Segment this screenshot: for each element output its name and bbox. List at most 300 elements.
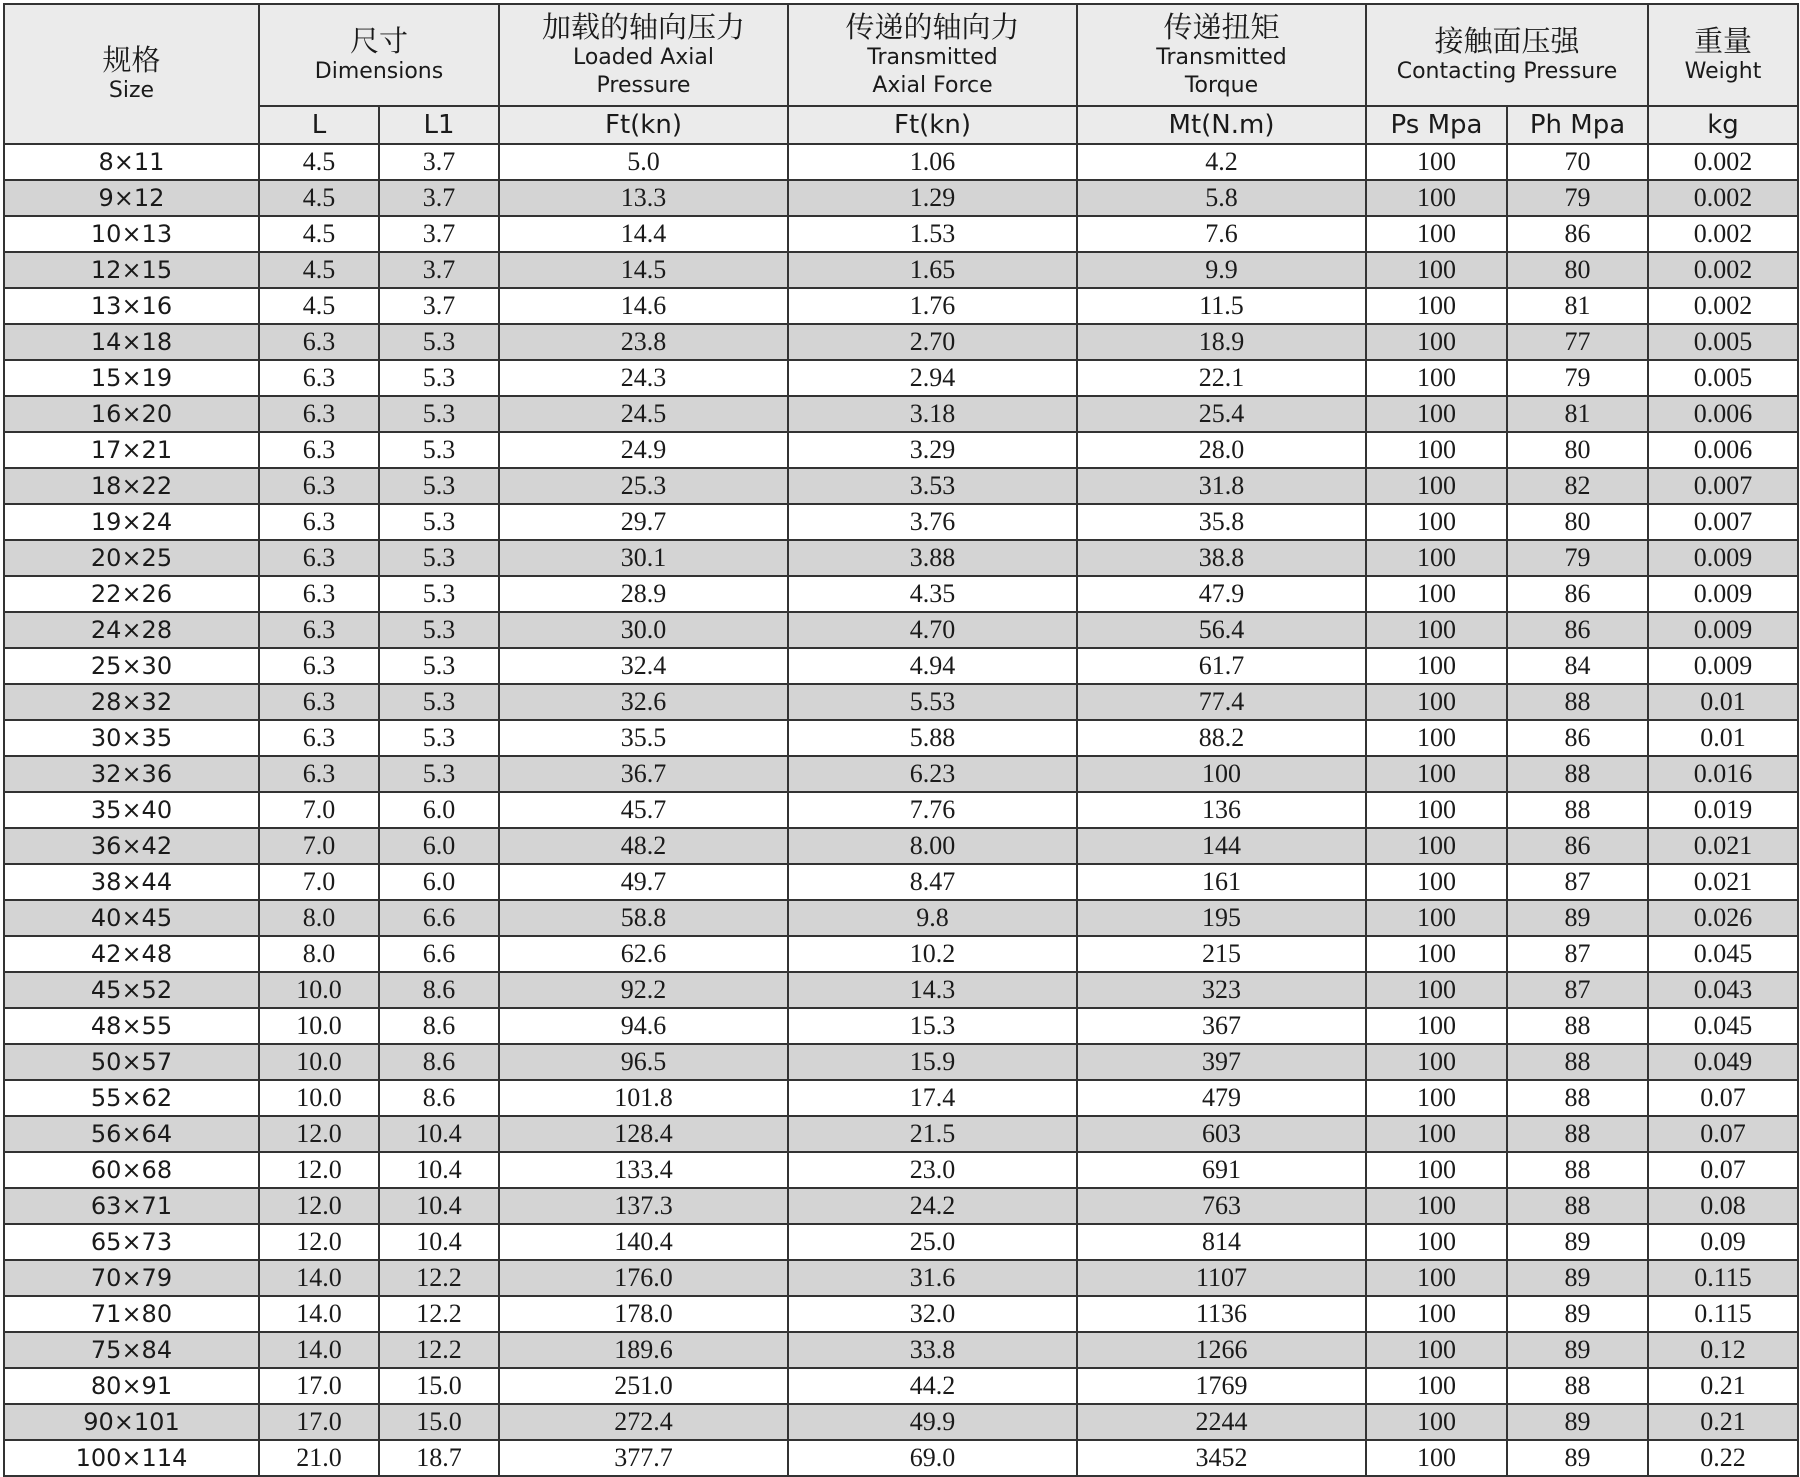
cell-ps-mpa: 100: [1366, 1008, 1507, 1044]
cell-transmitted-torque: 215: [1077, 936, 1366, 972]
cell-transmitted-axial-force: 5.88: [788, 720, 1077, 756]
cell-l: 4.5: [259, 144, 379, 180]
cell-transmitted-torque: 1107: [1077, 1260, 1366, 1296]
cell-ph-mpa: 79: [1507, 540, 1648, 576]
cell-l1: 12.2: [379, 1260, 499, 1296]
cell-l1: 5.3: [379, 324, 499, 360]
cell-loaded-axial-pressure: 189.6: [499, 1332, 788, 1368]
cell-ph-mpa: 88: [1507, 1116, 1648, 1152]
cell-transmitted-axial-force: 4.35: [788, 576, 1077, 612]
cell-transmitted-axial-force: 3.88: [788, 540, 1077, 576]
table-header: [4, 4, 1798, 144]
cell-loaded-axial-pressure: 14.6: [499, 288, 788, 324]
cell-ps-mpa: 100: [1366, 432, 1507, 468]
cell-ps-mpa: 100: [1366, 180, 1507, 216]
cell-loaded-axial-pressure: 140.4: [499, 1224, 788, 1260]
cell-l: 10.0: [259, 1044, 379, 1080]
table-row: [4, 144, 1798, 180]
cell-transmitted-torque: 100: [1077, 756, 1366, 792]
cell-transmitted-torque: 28.0: [1077, 432, 1366, 468]
cell-transmitted-torque: 763: [1077, 1188, 1366, 1224]
table-row: [4, 180, 1798, 216]
cell-ps-mpa: 100: [1366, 1260, 1507, 1296]
cell-l: 17.0: [259, 1404, 379, 1440]
cell-l1: 5.3: [379, 432, 499, 468]
cell-size: 32×36: [4, 756, 259, 792]
cell-size: 38×44: [4, 864, 259, 900]
cell-transmitted-torque: 4.2: [1077, 144, 1366, 180]
cell-ph-mpa: 86: [1507, 216, 1648, 252]
cell-ph-mpa: 89: [1507, 1404, 1648, 1440]
cell-weight: 0.021: [1648, 828, 1798, 864]
cell-size: 10×13: [4, 216, 259, 252]
cell-transmitted-torque: 9.9: [1077, 252, 1366, 288]
cell-ph-mpa: 86: [1507, 576, 1648, 612]
table-row: [4, 1152, 1798, 1188]
cell-transmitted-axial-force: 6.23: [788, 756, 1077, 792]
cell-l1: 10.4: [379, 1116, 499, 1152]
cell-l1: 10.4: [379, 1188, 499, 1224]
table-row: [4, 468, 1798, 504]
cell-l1: 3.7: [379, 216, 499, 252]
cell-ph-mpa: 89: [1507, 1332, 1648, 1368]
cell-transmitted-torque: 136: [1077, 792, 1366, 828]
cell-weight: 0.07: [1648, 1080, 1798, 1116]
table-row: [4, 288, 1798, 324]
cell-transmitted-torque: 47.9: [1077, 576, 1366, 612]
cell-transmitted-axial-force: 2.70: [788, 324, 1077, 360]
cell-ps-mpa: 100: [1366, 756, 1507, 792]
cell-weight: 0.115: [1648, 1296, 1798, 1332]
table-row: [4, 1368, 1798, 1404]
cell-l1: 6.6: [379, 900, 499, 936]
cell-ph-mpa: 86: [1507, 720, 1648, 756]
cell-loaded-axial-pressure: 377.7: [499, 1440, 788, 1476]
cell-l1: 3.7: [379, 144, 499, 180]
cell-size: 50×57: [4, 1044, 259, 1080]
spec-table: [3, 3, 1799, 1477]
cell-transmitted-torque: 367: [1077, 1008, 1366, 1044]
cell-weight: 0.026: [1648, 900, 1798, 936]
cell-ph-mpa: 89: [1507, 1260, 1648, 1296]
cell-weight: 0.002: [1648, 144, 1798, 180]
table-row: [4, 360, 1798, 396]
cell-loaded-axial-pressure: 30.0: [499, 612, 788, 648]
cell-l1: 8.6: [379, 1008, 499, 1044]
cell-weight: 0.005: [1648, 324, 1798, 360]
subheader-ps-mpa: Ps Mpa: [1366, 106, 1507, 144]
cell-loaded-axial-pressure: 25.3: [499, 468, 788, 504]
cell-transmitted-torque: 814: [1077, 1224, 1366, 1260]
cell-weight: 0.09: [1648, 1224, 1798, 1260]
cell-transmitted-axial-force: 25.0: [788, 1224, 1077, 1260]
cell-size: 90×101: [4, 1404, 259, 1440]
cell-ps-mpa: 100: [1366, 1188, 1507, 1224]
cell-transmitted-torque: 35.8: [1077, 504, 1366, 540]
cell-l: 6.3: [259, 468, 379, 504]
table-row: [4, 432, 1798, 468]
cell-l1: 6.0: [379, 864, 499, 900]
cell-transmitted-axial-force: 3.18: [788, 396, 1077, 432]
cell-l1: 15.0: [379, 1404, 499, 1440]
cell-weight: 0.021: [1648, 864, 1798, 900]
cell-transmitted-axial-force: 24.2: [788, 1188, 1077, 1224]
cell-transmitted-axial-force: 7.76: [788, 792, 1077, 828]
cell-ps-mpa: 100: [1366, 360, 1507, 396]
cell-l: 6.3: [259, 576, 379, 612]
cell-l1: 8.6: [379, 1080, 499, 1116]
cell-weight: 0.043: [1648, 972, 1798, 1008]
cell-loaded-axial-pressure: 24.3: [499, 360, 788, 396]
cell-transmitted-axial-force: 23.0: [788, 1152, 1077, 1188]
table-row: [4, 396, 1798, 432]
cell-l: 21.0: [259, 1440, 379, 1476]
cell-transmitted-torque: 25.4: [1077, 396, 1366, 432]
cell-l1: 5.3: [379, 612, 499, 648]
cell-transmitted-axial-force: 5.53: [788, 684, 1077, 720]
cell-transmitted-axial-force: 15.3: [788, 1008, 1077, 1044]
cell-transmitted-axial-force: 1.29: [788, 180, 1077, 216]
cell-transmitted-torque: 7.6: [1077, 216, 1366, 252]
cell-l1: 18.7: [379, 1440, 499, 1476]
table-row: [4, 684, 1798, 720]
cell-ps-mpa: 100: [1366, 936, 1507, 972]
cell-l1: 5.3: [379, 576, 499, 612]
cell-size: 22×26: [4, 576, 259, 612]
cell-ph-mpa: 80: [1507, 252, 1648, 288]
cell-ph-mpa: 82: [1507, 468, 1648, 504]
cell-size: 15×19: [4, 360, 259, 396]
cell-ph-mpa: 86: [1507, 612, 1648, 648]
cell-loaded-axial-pressure: 13.3: [499, 180, 788, 216]
cell-ps-mpa: 100: [1366, 1296, 1507, 1332]
cell-ps-mpa: 100: [1366, 396, 1507, 432]
cell-ph-mpa: 89: [1507, 1440, 1648, 1476]
cell-l: 6.3: [259, 504, 379, 540]
cell-l: 6.3: [259, 396, 379, 432]
cell-size: 14×18: [4, 324, 259, 360]
cell-ph-mpa: 79: [1507, 180, 1648, 216]
cell-ph-mpa: 88: [1507, 1044, 1648, 1080]
cell-ph-mpa: 84: [1507, 648, 1648, 684]
cell-weight: 0.006: [1648, 432, 1798, 468]
cell-transmitted-torque: 88.2: [1077, 720, 1366, 756]
subheader-l: L: [259, 106, 379, 144]
cell-size: 30×35: [4, 720, 259, 756]
subheader-torque-unit: Mt(N.m): [1077, 106, 1366, 144]
cell-transmitted-torque: 1266: [1077, 1332, 1366, 1368]
table-row: [4, 324, 1798, 360]
cell-transmitted-torque: 144: [1077, 828, 1366, 864]
cell-l1: 5.3: [379, 684, 499, 720]
table-row: [4, 1260, 1798, 1296]
cell-ps-mpa: 100: [1366, 612, 1507, 648]
cell-l1: 3.7: [379, 288, 499, 324]
cell-l: 14.0: [259, 1332, 379, 1368]
cell-weight: 0.019: [1648, 792, 1798, 828]
cell-loaded-axial-pressure: 133.4: [499, 1152, 788, 1188]
cell-weight: 0.002: [1648, 180, 1798, 216]
cell-l1: 5.3: [379, 396, 499, 432]
header-transmitted-torque: 传递扭矩 Transmitted Torque: [1077, 4, 1366, 106]
cell-size: 60×68: [4, 1152, 259, 1188]
cell-l: 7.0: [259, 792, 379, 828]
cell-loaded-axial-pressure: 24.9: [499, 432, 788, 468]
header-weight: 重量 Weight: [1648, 4, 1798, 106]
cell-transmitted-torque: 3452: [1077, 1440, 1366, 1476]
cell-transmitted-axial-force: 69.0: [788, 1440, 1077, 1476]
cell-loaded-axial-pressure: 62.6: [499, 936, 788, 972]
cell-size: 17×21: [4, 432, 259, 468]
table-body: [4, 144, 1798, 1476]
subheader-l1: L1: [379, 106, 499, 144]
cell-transmitted-axial-force: 31.6: [788, 1260, 1077, 1296]
cell-l1: 5.3: [379, 468, 499, 504]
cell-ps-mpa: 100: [1366, 972, 1507, 1008]
cell-ph-mpa: 86: [1507, 828, 1648, 864]
cell-loaded-axial-pressure: 23.8: [499, 324, 788, 360]
cell-transmitted-torque: 161: [1077, 864, 1366, 900]
cell-l: 6.3: [259, 648, 379, 684]
cell-weight: 0.005: [1648, 360, 1798, 396]
cell-ps-mpa: 100: [1366, 324, 1507, 360]
cell-ph-mpa: 88: [1507, 1008, 1648, 1044]
cell-weight: 0.01: [1648, 720, 1798, 756]
cell-weight: 0.049: [1648, 1044, 1798, 1080]
cell-weight: 0.21: [1648, 1404, 1798, 1440]
cell-transmitted-torque: 1136: [1077, 1296, 1366, 1332]
cell-size: 70×79: [4, 1260, 259, 1296]
cell-ps-mpa: 100: [1366, 1332, 1507, 1368]
cell-transmitted-axial-force: 33.8: [788, 1332, 1077, 1368]
cell-loaded-axial-pressure: 32.4: [499, 648, 788, 684]
cell-transmitted-axial-force: 21.5: [788, 1116, 1077, 1152]
table-row: [4, 1296, 1798, 1332]
cell-l: 14.0: [259, 1296, 379, 1332]
cell-size: 36×42: [4, 828, 259, 864]
cell-ps-mpa: 100: [1366, 540, 1507, 576]
cell-ps-mpa: 100: [1366, 1080, 1507, 1116]
cell-size: 24×28: [4, 612, 259, 648]
cell-l1: 5.3: [379, 504, 499, 540]
cell-weight: 0.045: [1648, 1008, 1798, 1044]
cell-ps-mpa: 100: [1366, 576, 1507, 612]
spec-table-container: [3, 3, 1797, 1472]
cell-ph-mpa: 88: [1507, 1080, 1648, 1116]
cell-weight: 0.009: [1648, 612, 1798, 648]
table-row: [4, 576, 1798, 612]
cell-weight: 0.08: [1648, 1188, 1798, 1224]
header-contacting-pressure: 接触面压强 Contacting Pressure: [1366, 4, 1648, 106]
cell-ps-mpa: 100: [1366, 1224, 1507, 1260]
cell-size: 8×11: [4, 144, 259, 180]
cell-loaded-axial-pressure: 178.0: [499, 1296, 788, 1332]
cell-loaded-axial-pressure: 32.6: [499, 684, 788, 720]
cell-size: 100×114: [4, 1440, 259, 1476]
cell-l: 7.0: [259, 828, 379, 864]
cell-l: 6.3: [259, 540, 379, 576]
cell-ps-mpa: 100: [1366, 288, 1507, 324]
table-row: [4, 1080, 1798, 1116]
cell-transmitted-torque: 603: [1077, 1116, 1366, 1152]
cell-l: 14.0: [259, 1260, 379, 1296]
cell-l: 4.5: [259, 288, 379, 324]
cell-transmitted-axial-force: 2.94: [788, 360, 1077, 396]
table-row: [4, 828, 1798, 864]
cell-ph-mpa: 81: [1507, 396, 1648, 432]
cell-weight: 0.007: [1648, 468, 1798, 504]
table-row: [4, 504, 1798, 540]
cell-transmitted-torque: 479: [1077, 1080, 1366, 1116]
cell-ps-mpa: 100: [1366, 144, 1507, 180]
cell-transmitted-torque: 397: [1077, 1044, 1366, 1080]
cell-transmitted-torque: 38.8: [1077, 540, 1366, 576]
table-row: [4, 1332, 1798, 1368]
cell-l1: 10.4: [379, 1224, 499, 1260]
cell-weight: 0.007: [1648, 504, 1798, 540]
cell-ph-mpa: 80: [1507, 504, 1648, 540]
cell-l1: 6.6: [379, 936, 499, 972]
cell-size: 35×40: [4, 792, 259, 828]
cell-ph-mpa: 88: [1507, 1188, 1648, 1224]
cell-l: 10.0: [259, 1008, 379, 1044]
cell-weight: 0.07: [1648, 1116, 1798, 1152]
table-row: [4, 648, 1798, 684]
cell-size: 19×24: [4, 504, 259, 540]
cell-l: 12.0: [259, 1224, 379, 1260]
cell-size: 16×20: [4, 396, 259, 432]
cell-l: 6.3: [259, 432, 379, 468]
subheader-weight-unit: kg: [1648, 106, 1798, 144]
subheader-loaded-axial-unit: Ft(kn): [499, 106, 788, 144]
cell-weight: 0.07: [1648, 1152, 1798, 1188]
cell-transmitted-axial-force: 10.2: [788, 936, 1077, 972]
table-row: [4, 216, 1798, 252]
cell-l: 6.3: [259, 756, 379, 792]
cell-ph-mpa: 89: [1507, 1224, 1648, 1260]
table-row: [4, 1044, 1798, 1080]
cell-weight: 0.002: [1648, 252, 1798, 288]
table-row: [4, 900, 1798, 936]
cell-l: 4.5: [259, 216, 379, 252]
cell-l: 8.0: [259, 900, 379, 936]
cell-l: 12.0: [259, 1188, 379, 1224]
cell-transmitted-axial-force: 17.4: [788, 1080, 1077, 1116]
cell-loaded-axial-pressure: 128.4: [499, 1116, 788, 1152]
table-row: [4, 1224, 1798, 1260]
table-row: [4, 252, 1798, 288]
cell-l1: 10.4: [379, 1152, 499, 1188]
cell-loaded-axial-pressure: 14.4: [499, 216, 788, 252]
cell-size: 75×84: [4, 1332, 259, 1368]
cell-ph-mpa: 89: [1507, 900, 1648, 936]
cell-l: 8.0: [259, 936, 379, 972]
table-row: [4, 1188, 1798, 1224]
table-row: [4, 936, 1798, 972]
cell-transmitted-axial-force: 49.9: [788, 1404, 1077, 1440]
cell-transmitted-torque: 77.4: [1077, 684, 1366, 720]
cell-ps-mpa: 100: [1366, 828, 1507, 864]
cell-ps-mpa: 100: [1366, 252, 1507, 288]
cell-ph-mpa: 88: [1507, 1368, 1648, 1404]
header-dimensions: 尺寸 Dimensions: [259, 4, 499, 106]
cell-loaded-axial-pressure: 49.7: [499, 864, 788, 900]
table-row: [4, 864, 1798, 900]
table-row: [4, 756, 1798, 792]
cell-transmitted-axial-force: 8.00: [788, 828, 1077, 864]
cell-ps-mpa: 100: [1366, 1116, 1507, 1152]
cell-size: 71×80: [4, 1296, 259, 1332]
cell-size: 12×15: [4, 252, 259, 288]
cell-weight: 0.009: [1648, 540, 1798, 576]
cell-ps-mpa: 100: [1366, 684, 1507, 720]
cell-ps-mpa: 100: [1366, 1440, 1507, 1476]
cell-size: 40×45: [4, 900, 259, 936]
table-row: [4, 972, 1798, 1008]
cell-l1: 15.0: [379, 1368, 499, 1404]
cell-ps-mpa: 100: [1366, 864, 1507, 900]
cell-weight: 0.009: [1648, 648, 1798, 684]
cell-size: 45×52: [4, 972, 259, 1008]
cell-l: 6.3: [259, 360, 379, 396]
table-row: [4, 1404, 1798, 1440]
table-row: [4, 612, 1798, 648]
cell-size: 13×16: [4, 288, 259, 324]
cell-ph-mpa: 79: [1507, 360, 1648, 396]
cell-transmitted-axial-force: 4.94: [788, 648, 1077, 684]
cell-transmitted-axial-force: 3.53: [788, 468, 1077, 504]
cell-ps-mpa: 100: [1366, 720, 1507, 756]
cell-weight: 0.002: [1648, 288, 1798, 324]
cell-weight: 0.009: [1648, 576, 1798, 612]
cell-loaded-axial-pressure: 137.3: [499, 1188, 788, 1224]
cell-transmitted-axial-force: 15.9: [788, 1044, 1077, 1080]
cell-l1: 12.2: [379, 1332, 499, 1368]
cell-size: 28×32: [4, 684, 259, 720]
cell-loaded-axial-pressure: 30.1: [499, 540, 788, 576]
cell-transmitted-torque: 22.1: [1077, 360, 1366, 396]
cell-transmitted-axial-force: 8.47: [788, 864, 1077, 900]
cell-transmitted-axial-force: 1.53: [788, 216, 1077, 252]
cell-l1: 5.3: [379, 720, 499, 756]
cell-weight: 0.016: [1648, 756, 1798, 792]
cell-transmitted-axial-force: 3.76: [788, 504, 1077, 540]
cell-ph-mpa: 88: [1507, 756, 1648, 792]
cell-loaded-axial-pressure: 101.8: [499, 1080, 788, 1116]
cell-ph-mpa: 70: [1507, 144, 1648, 180]
cell-weight: 0.002: [1648, 216, 1798, 252]
cell-ps-mpa: 100: [1366, 1404, 1507, 1440]
cell-ph-mpa: 81: [1507, 288, 1648, 324]
cell-ph-mpa: 88: [1507, 684, 1648, 720]
header-size: 规格 Size: [4, 4, 259, 144]
cell-size: 65×73: [4, 1224, 259, 1260]
cell-ps-mpa: 100: [1366, 1152, 1507, 1188]
cell-weight: 0.115: [1648, 1260, 1798, 1296]
cell-transmitted-torque: 11.5: [1077, 288, 1366, 324]
cell-transmitted-torque: 2244: [1077, 1404, 1366, 1440]
cell-ph-mpa: 87: [1507, 864, 1648, 900]
cell-l1: 6.0: [379, 828, 499, 864]
cell-ph-mpa: 88: [1507, 1152, 1648, 1188]
cell-loaded-axial-pressure: 5.0: [499, 144, 788, 180]
table-row: [4, 1008, 1798, 1044]
cell-transmitted-torque: 691: [1077, 1152, 1366, 1188]
cell-ph-mpa: 88: [1507, 792, 1648, 828]
cell-l: 10.0: [259, 972, 379, 1008]
cell-ps-mpa: 100: [1366, 1368, 1507, 1404]
cell-weight: 0.01: [1648, 684, 1798, 720]
